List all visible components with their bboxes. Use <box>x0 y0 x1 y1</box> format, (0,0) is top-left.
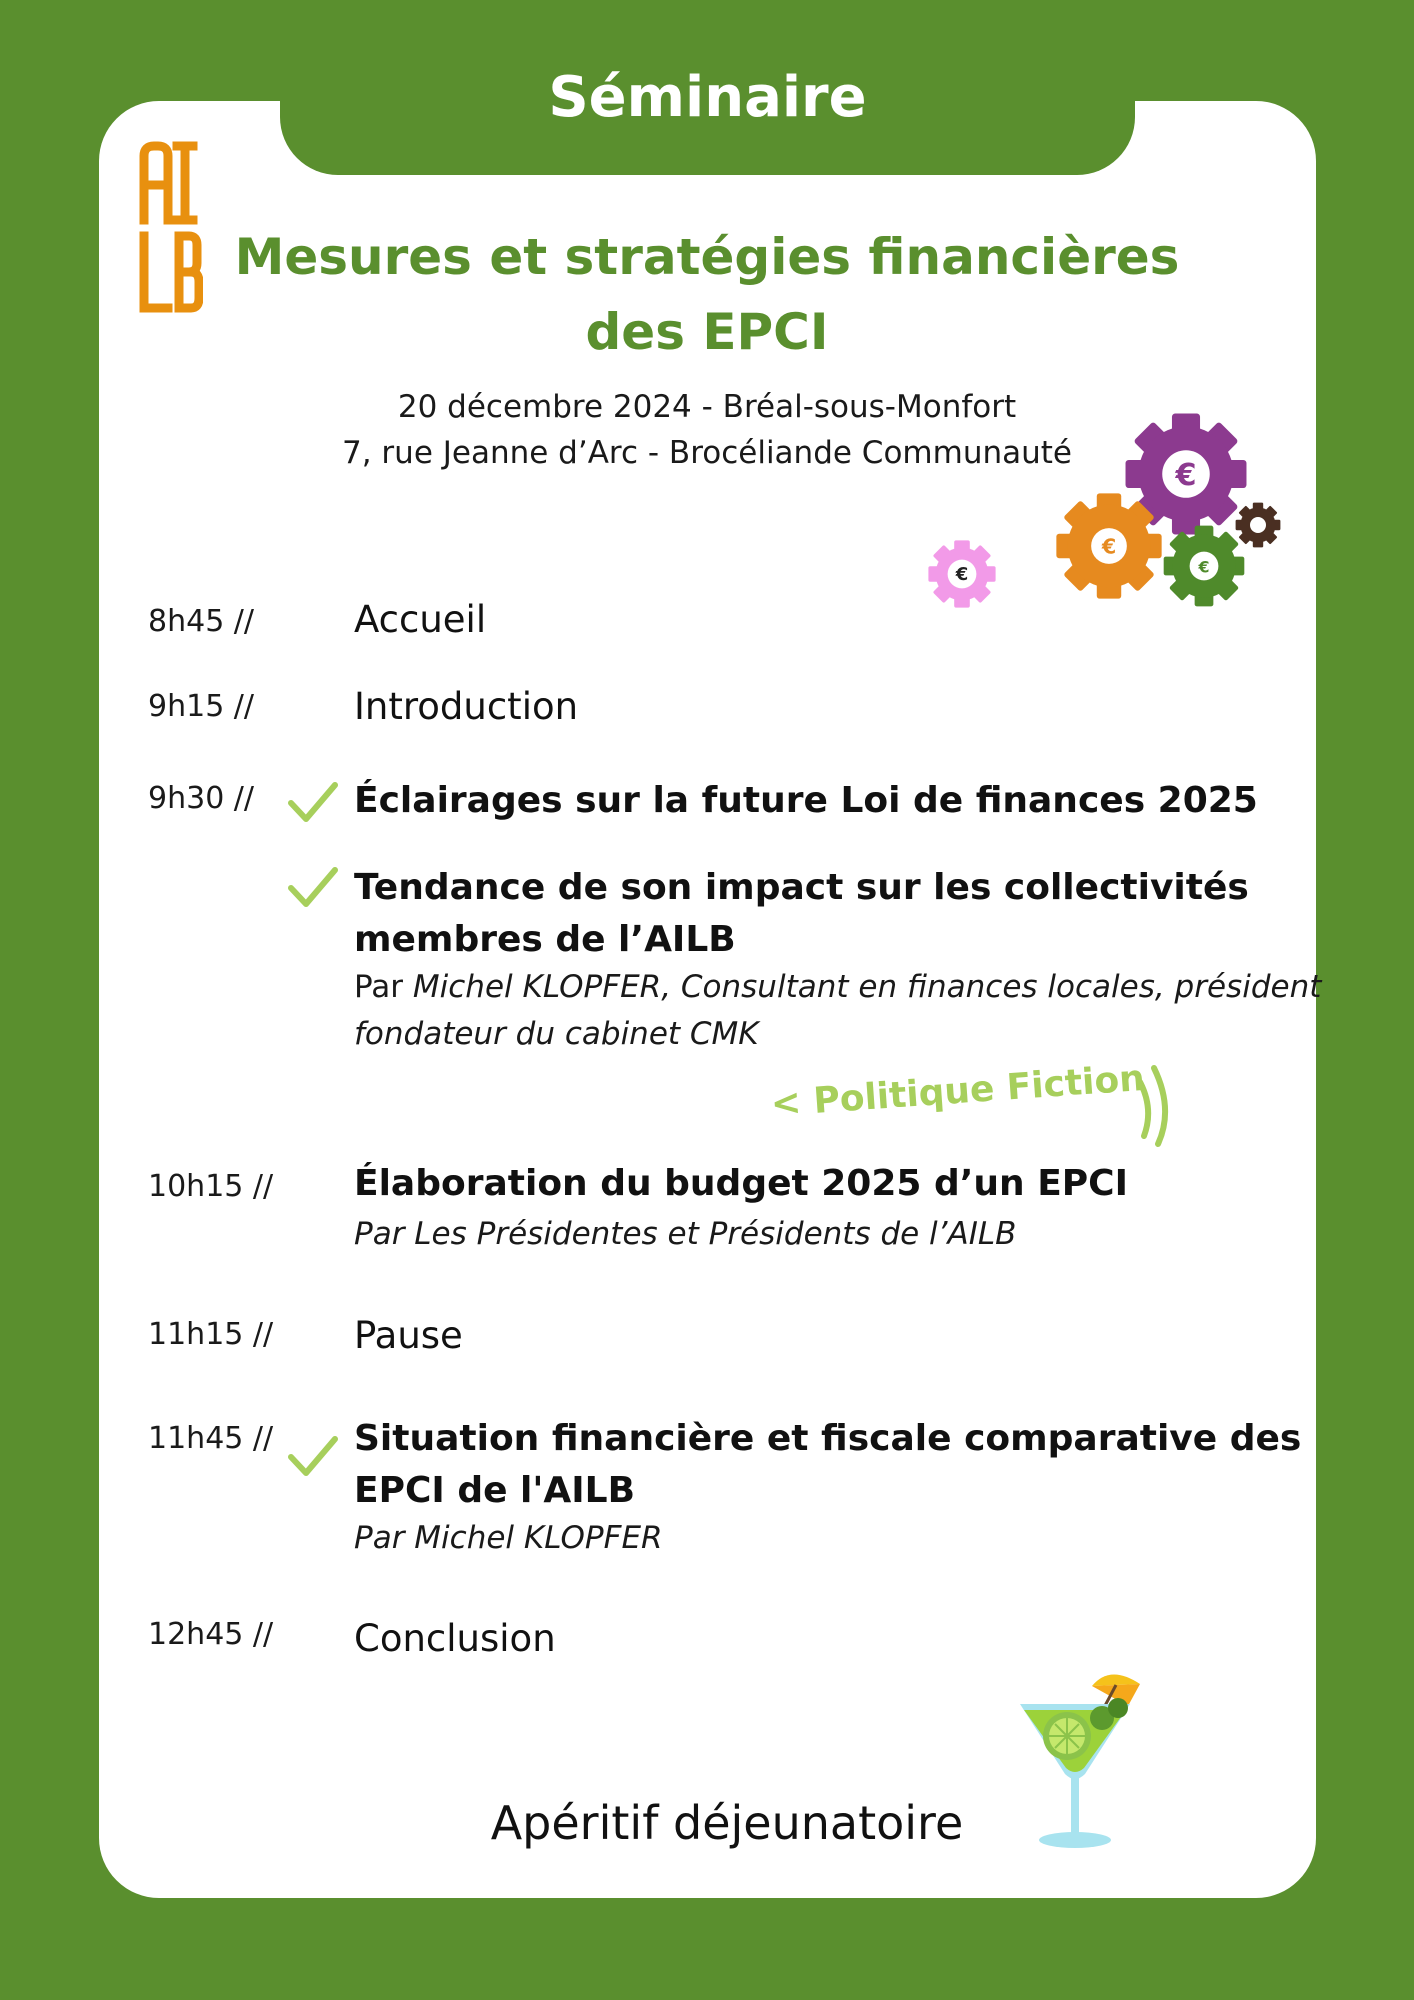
speaker-presidents-name: Par Les Présidentes et Présidents de l’AILB <box>354 1216 1017 1252</box>
time-0930: 9h30 // <box>148 781 255 816</box>
item-tendance-line-1: Tendance de son impact sur les collectivités <box>354 867 1249 908</box>
item-introduction: Introduction <box>354 685 579 728</box>
time-0845: 8h45 // <box>148 604 255 639</box>
gear-pink-icon <box>928 540 995 607</box>
seminar-title <box>200 220 1214 370</box>
svg-text:€: € <box>1101 534 1117 559</box>
svg-text:€: € <box>1175 457 1197 493</box>
check-icon <box>288 779 338 825</box>
speaker-klopfer-line-1 <box>354 964 1321 1011</box>
item-tendance-line-2: membres de l’AILB <box>354 919 736 960</box>
speaker-affiliation: fondateur du cabinet CMK <box>354 1016 759 1052</box>
check-icon <box>288 864 338 910</box>
svg-text:€: € <box>955 564 969 585</box>
speaker-presidents <box>354 1211 1016 1258</box>
speaker-prefix: Par <box>354 969 413 1005</box>
aperitif-label: Apéritif déjeunatoire <box>490 1796 964 1850</box>
time-1015: 10h15 // <box>148 1169 274 1204</box>
speaker-klopfer-line-2 <box>354 1011 759 1058</box>
time-1115: 11h15 // <box>148 1317 274 1352</box>
svg-text:€: € <box>1198 557 1210 577</box>
gear-brown-icon <box>1236 503 1281 548</box>
item-situation-line-1: Situation financière et fiscale comparative des <box>354 1418 1302 1459</box>
speaker-klopfer-short <box>354 1515 663 1562</box>
time-1145: 11h45 // <box>148 1421 274 1456</box>
item-conclusion: Conclusion <box>354 1617 556 1660</box>
speaker-klopfer-short-name: Par Michel KLOPFER <box>354 1520 663 1556</box>
item-situation-line-2: EPCI de l'AILB <box>354 1470 636 1511</box>
event-date-place: 20 décembre 2024 - Bréal-sous-Monfort <box>397 389 1017 425</box>
event-address: 7, rue Jeanne d’Arc - Brocéliande Communauté <box>342 435 1072 471</box>
speaker-name: Michel KLOPFER, Consultant en finances locales, président <box>412 969 1322 1005</box>
item-loi-finances: Éclairages sur la future Loi de finances 2025 <box>354 780 1258 821</box>
time-0915: 9h15 // <box>148 689 255 724</box>
item-budget-2025: Élaboration du budget 2025 d’un EPCI <box>354 1163 1128 1204</box>
politique-fiction-tag: < Politique Fiction <box>769 1057 1147 1125</box>
ailb-logo <box>139 140 203 316</box>
gear-orange-icon <box>1056 493 1161 598</box>
item-accueil: Accueil <box>354 598 487 641</box>
gear-green-icon <box>1164 526 1245 607</box>
title-line-2: des EPCI <box>585 303 829 361</box>
check-icon <box>288 1433 338 1479</box>
gears-icon <box>916 402 1286 622</box>
title-line-1: Mesures et stratégies financières <box>234 228 1180 286</box>
item-pause: Pause <box>354 1314 463 1357</box>
time-1245: 12h45 // <box>148 1617 274 1652</box>
seminar-label: Séminaire <box>548 65 867 130</box>
